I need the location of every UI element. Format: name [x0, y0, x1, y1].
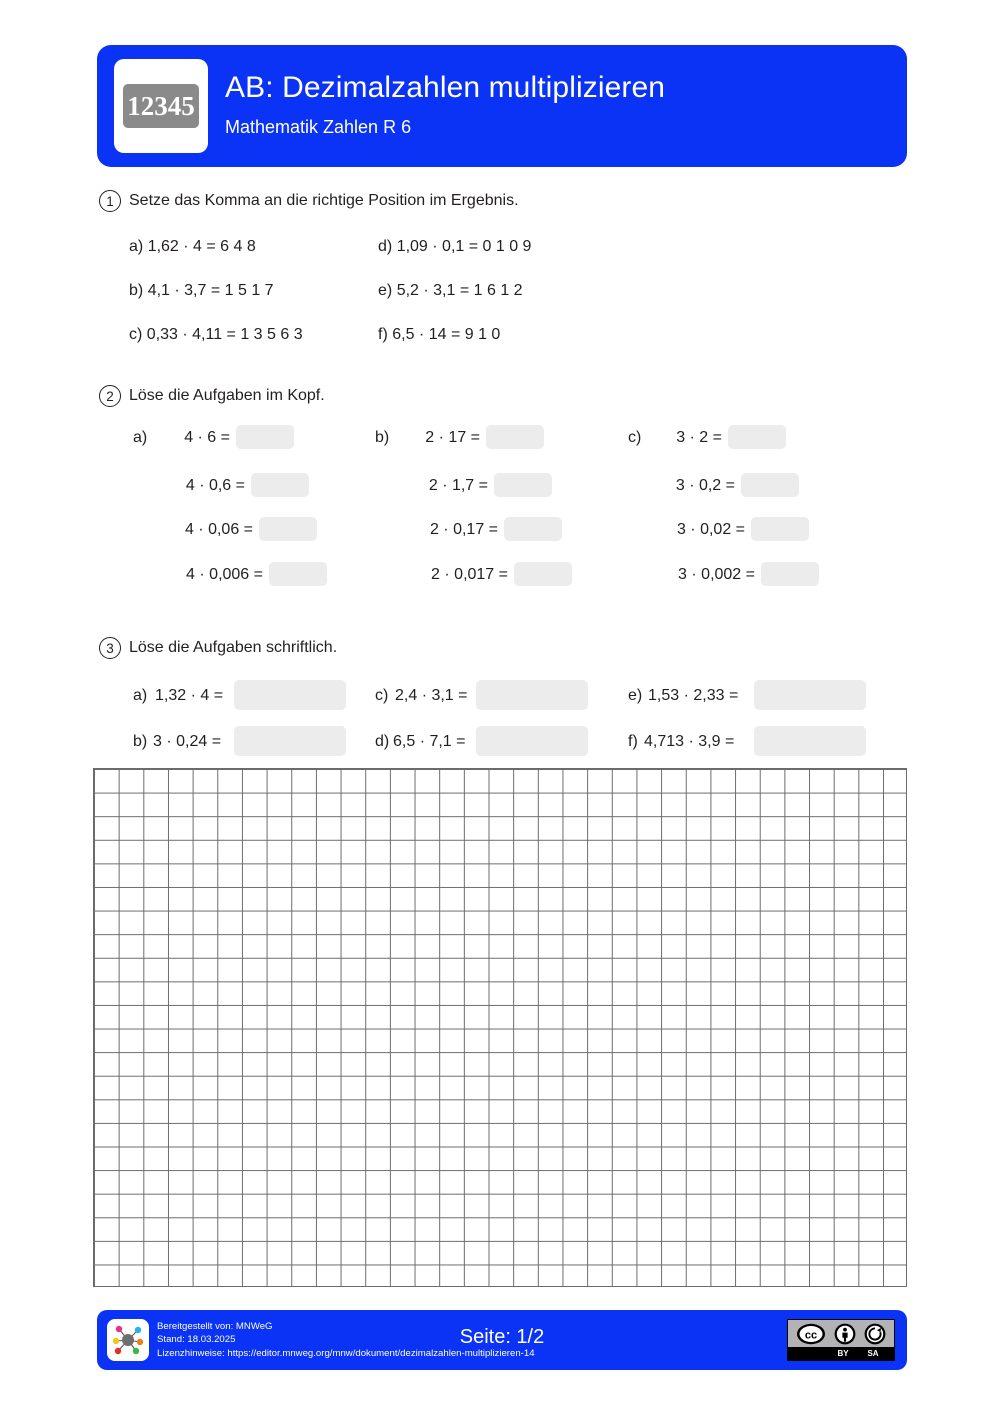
- exercise-3-instruction: Löse die Aufgaben schriftlich.: [129, 639, 338, 656]
- exercise-3-item-d-answer-box[interactable]: [476, 726, 588, 756]
- cc-by-person-icon: [834, 1323, 856, 1345]
- exercise-2-c-row-3-answer-box[interactable]: [751, 517, 809, 541]
- exercise-3-number: 3: [99, 637, 121, 659]
- exercise-2-b-row-1-answer-box[interactable]: [486, 425, 544, 449]
- exercise-1-item-d: [378, 238, 531, 256]
- exercise-3-item-c-expr: 2,4 · 3,1 =: [395, 687, 468, 704]
- exercise-2-instruction: Löse die Aufgaben im Kopf.: [129, 387, 325, 404]
- exercise-3-item-e-label: e): [628, 687, 643, 704]
- exercise-1-item-e: [378, 282, 523, 300]
- exercise-2-b-row-3-answer-box[interactable]: [504, 517, 562, 541]
- exercise-3-item-a-expr: 1,32 · 4 =: [155, 687, 224, 704]
- exercise-2-b-row-4-expr: 2 · 0,017 =: [431, 566, 508, 583]
- exercise-2-b-row-2-answer-box[interactable]: [494, 473, 552, 497]
- header-icon-card: [114, 59, 208, 153]
- page-number-label: Seite: 1/2: [459, 1326, 545, 1348]
- item-text: 1,62 · 4 = 6 4 8: [147, 238, 256, 255]
- item-label: e): [378, 282, 393, 299]
- header-icon-label: 12345: [127, 90, 195, 121]
- item-label: c): [129, 326, 143, 343]
- page-footer-banner: [97, 1310, 907, 1370]
- item-text: 5,2 · 3,1 = 1 6 1 2: [396, 282, 523, 299]
- grid-paper-work-area[interactable]: [93, 768, 907, 1287]
- cc-sa-label: SA: [867, 1349, 879, 1358]
- cc-by-label: BY: [837, 1349, 849, 1358]
- cc-label-row: [788, 1347, 894, 1360]
- exercise-3-item-b-answer-box[interactable]: [234, 726, 346, 756]
- exercise-2-c-row-2-answer-box[interactable]: [741, 473, 799, 497]
- exercise-2-a-row-3-expr: 4 · 0,06 =: [184, 521, 253, 538]
- item-text: 0,33 · 4,11 = 1 3 5 6 3: [146, 326, 303, 343]
- page-header-banner: [97, 45, 907, 167]
- svg-text:cc: cc: [804, 1329, 818, 1342]
- exercise-2-a-row-1-answer-box[interactable]: [236, 425, 294, 449]
- exercise-1-item-c: [129, 326, 303, 344]
- exercise-1-item-b: [129, 282, 274, 300]
- exercise-1-instruction: Setze das Komma an die richtige Position im Ergebnis.: [129, 192, 519, 209]
- cc-sa-share-alike-icon: [864, 1323, 886, 1345]
- exercise-2-col-b-label: b): [375, 429, 390, 446]
- item-label: a): [129, 238, 144, 255]
- exercise-3-item-f-label: f): [628, 733, 638, 750]
- cc-circle-icon: [796, 1323, 826, 1345]
- exercise-3-item-c-answer-box[interactable]: [476, 680, 588, 710]
- footer-license-link[interactable]: Lizenzhinweise: https://editor.mnweg.org/mnw/dokument/dezimalzahlen-multiplizieren-14: [157, 1347, 535, 1359]
- exercise-2-a-row-1-expr: 4 · 6 =: [184, 429, 230, 446]
- exercise-2-c-row-4-answer-box[interactable]: [761, 562, 819, 586]
- exercise-3-item-f-answer-box[interactable]: [754, 726, 866, 756]
- exercise-2-c-row-1-expr: 3 · 2 =: [676, 429, 722, 446]
- exercise-3-item-f-expr: 4,713 · 3,9 =: [644, 733, 735, 750]
- exercise-2-number: 2: [99, 385, 121, 407]
- exercise-3-item-a-answer-box[interactable]: [234, 680, 346, 710]
- page-title: AB: Dezimalzahlen multiplizieren: [225, 71, 666, 104]
- item-text: 4,1 · 3,7 = 1 5 1 7: [147, 282, 274, 299]
- exercise-1-item-f: [378, 326, 500, 344]
- exercise-3-item-d-label: d): [375, 733, 390, 750]
- item-text: 1,09 · 0,1 = 0 1 0 9: [396, 238, 532, 255]
- exercise-2-c-row-3-expr: 3 · 0,02 =: [676, 521, 745, 538]
- item-label: d): [378, 238, 393, 255]
- creative-commons-badge: [787, 1319, 895, 1361]
- item-label: f): [378, 326, 388, 343]
- exercise-2-a-row-2-expr: 4 · 0,6 =: [185, 477, 245, 494]
- exercise-2-b-row-1-expr: 2 · 17 =: [425, 429, 480, 446]
- exercise-1-item-a: [129, 238, 256, 256]
- exercise-2-c-row-2-expr: 3 · 0,2 =: [675, 477, 735, 494]
- exercise-2-c-row-4-expr: 3 · 0,002 =: [678, 566, 755, 583]
- exercise-3-item-a-label: a): [133, 687, 148, 704]
- exercise-3-item-d-expr: 6,5 · 7,1 =: [393, 733, 466, 750]
- exercise-3-item-e-expr: 1,53 · 2,33 =: [648, 687, 739, 704]
- exercise-3-item-b-expr: 3 · 0,24 =: [153, 733, 222, 750]
- item-text: 6,5 · 14 = 9 1 0: [392, 326, 501, 343]
- exercise-3-item-e-answer-box[interactable]: [754, 680, 866, 710]
- exercise-3-item-c-label: c): [375, 687, 389, 704]
- exercise-2-c-row-1-answer-box[interactable]: [728, 425, 786, 449]
- exercise-3-item-b-label: b): [133, 733, 148, 750]
- exercise-1-number: 1: [99, 190, 121, 212]
- footer-provider: Bereitgestellt von: MNWeG: [157, 1321, 273, 1332]
- exercise-2-b-row-2-expr: 2 · 1,7 =: [428, 477, 488, 494]
- exercise-2-col-c-label: c): [628, 429, 642, 446]
- page-subtitle: Mathematik Zahlen R 6: [225, 117, 412, 137]
- exercise-2-col-a-label: a): [133, 429, 148, 446]
- item-label: b): [129, 282, 144, 299]
- exercise-2-b-row-3-expr: 2 · 0,17 =: [429, 521, 498, 538]
- exercise-2-a-row-4-expr: 4 · 0,006 =: [186, 566, 263, 583]
- footer-date: Stand: 18.03.2025: [157, 1334, 236, 1346]
- number-plate-icon: [123, 84, 199, 128]
- cc-icon-row: [788, 1320, 894, 1348]
